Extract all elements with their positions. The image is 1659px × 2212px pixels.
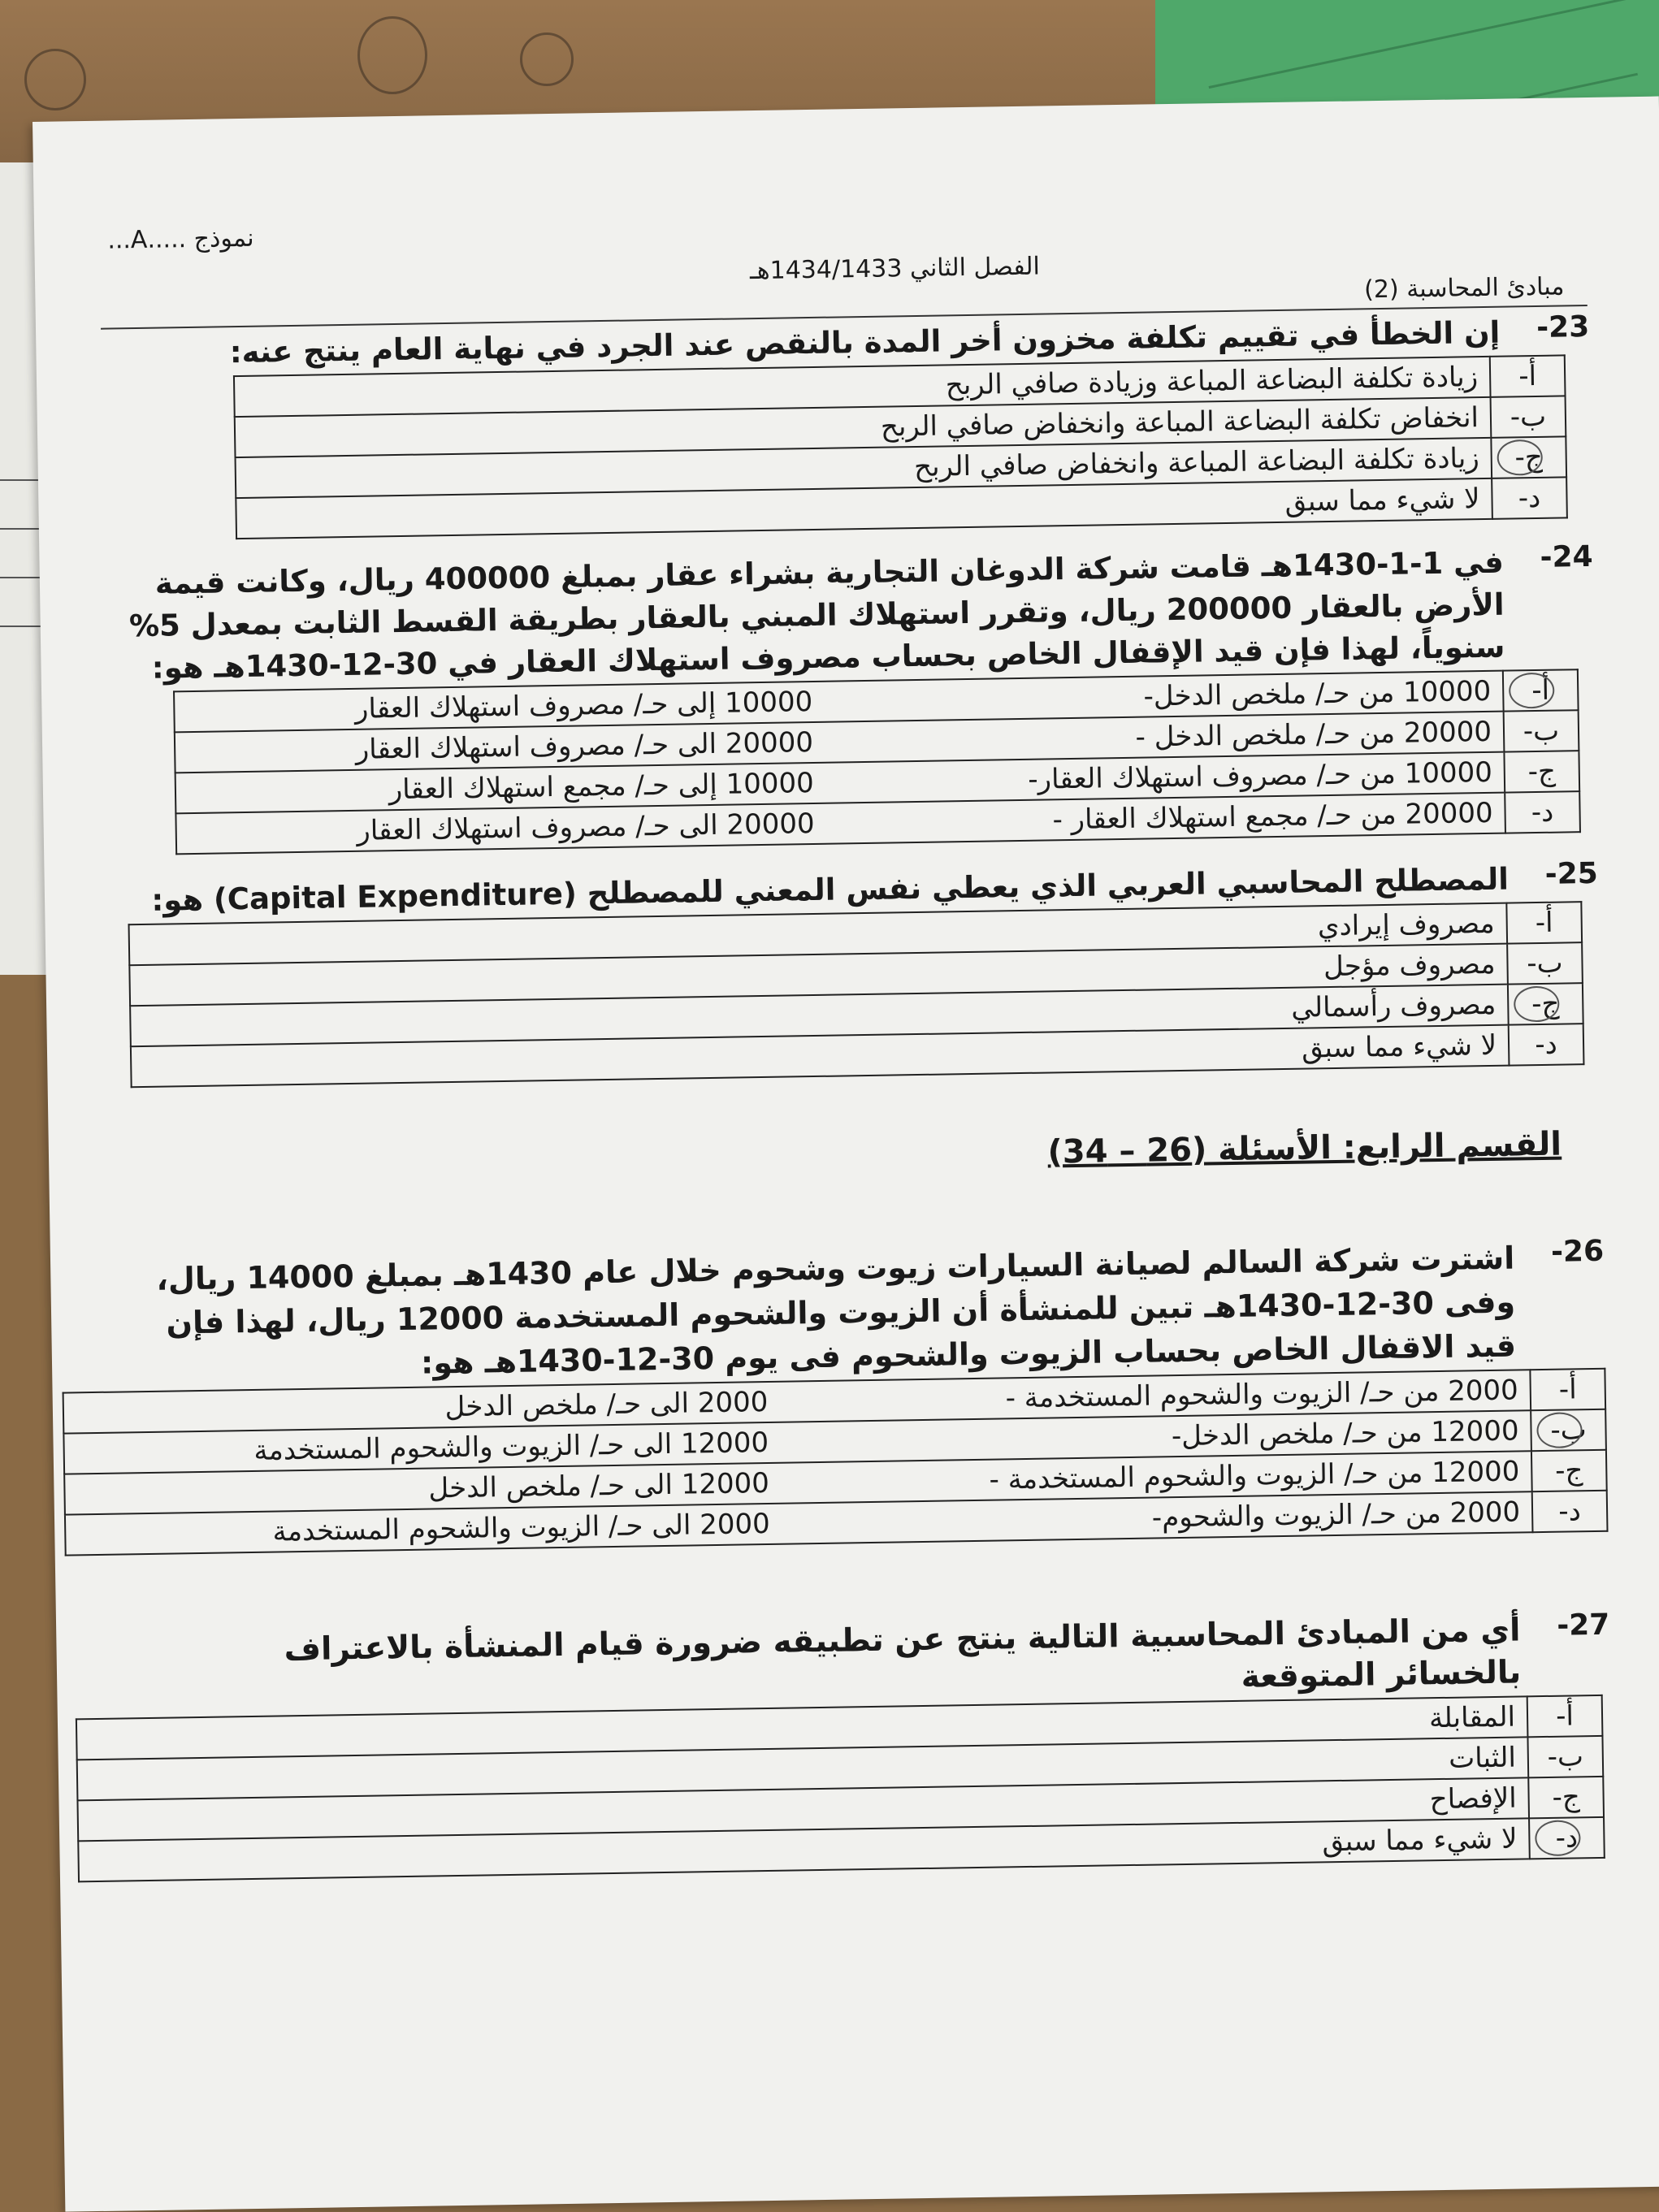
question-number: -27 (1556, 1608, 1610, 1643)
option-text: انخفاض تكلفة البضاعة المباعة وانخفاض صافي الربح (235, 397, 1492, 457)
option-letter: ج- (1508, 983, 1583, 1024)
option-letter: ب- (1504, 710, 1579, 751)
question-26 (133, 1234, 1605, 1555)
option-text: لا شيء مما سبق (78, 1818, 1530, 1881)
debit-entry: 12000 من حـ/ ملخص الدخل- (1171, 1414, 1519, 1453)
option-letter: د- (1532, 1491, 1608, 1532)
subject-label: مبادئ المحاسبة (2) (1363, 272, 1565, 305)
option-letter: أ- (1530, 1369, 1605, 1410)
desk-doodle (357, 16, 427, 94)
credit-entry: 10000 إلى حـ/ مجمع استهلاك العقار (388, 766, 815, 807)
option-text: المقابلة (76, 1696, 1528, 1760)
debit-entry: 10000 من حـ/ مصروف استهلاك العقار- (1028, 755, 1493, 796)
desk-doodle (24, 49, 86, 110)
credit-entry: 12000 الى حـ/ ملخص الدخل (428, 1466, 770, 1505)
question-text: المصطلح المحاسبي العربي الذي يعطي نفس المعني للمصطلح (Capital Expenditure) هو: (151, 861, 1510, 918)
option-letter: أ- (1503, 669, 1579, 711)
options-table (63, 1368, 1609, 1556)
option-letter: ج- (1528, 1777, 1604, 1818)
debit-entry: 12000 من حـ/ الزيوت والشحوم المستخدمة - (989, 1455, 1520, 1496)
options-table (233, 354, 1568, 539)
options-table (173, 669, 1581, 855)
option-letter: أ- (1490, 355, 1566, 396)
debit-entry: 2000 من حـ/ الزيوت والشحوم- (1151, 1496, 1521, 1535)
option-letter: ج- (1531, 1450, 1607, 1491)
option-letter: أ- (1527, 1695, 1603, 1737)
question-27 (139, 1608, 1610, 1881)
option-text: مصروف إيرادي (129, 903, 1508, 966)
question-number: -26 (1550, 1234, 1605, 1269)
option-letter: د- (1492, 477, 1567, 518)
option-text: زيادة تكلفة البضاعة المباعة وانخفاض صافي الربح (236, 438, 1492, 498)
question-text: في 1-1-1430هـ قامت شركة الدوغان التجارية بشراء عقار بمبلغ 400000 ريال، وكانت قيمة الأرض بالعقار 200000 ريال، وتقرر استهلاك المبني بالعقار بطريقة القسط الثابت بمعدل 5% سنوياً، لهذا فإن قيد الإقفال الخاص بحساب مصروف استهلاك العقار في 30-12-1430هـ هو: (128, 544, 1505, 686)
credit-entry: 2000 الى حـ/ الزيوت والشحوم المستخدمة (272, 1507, 771, 1548)
option-text: لا شيء مما سبق (131, 1025, 1510, 1088)
option-letter: ب- (1507, 942, 1583, 984)
term-label: الفصل الثاني 1434/1433هـ (749, 252, 1041, 286)
option-letter: د- (1529, 1817, 1605, 1859)
question-25 (128, 856, 1599, 1088)
debit-entry: 20000 من حـ/ ملخص الدخل - (1135, 715, 1492, 754)
question-text: اشترت شركة السالم لصيانة السيارات زيوت وشحوم خلال عام 1430هـ بمبلغ 14000 ريال، وفى 30-12-1430هـ تبين للمنشأة أن الزيوت والشحوم المستخدمة 12000 ريال، لهذا فإن قيد الاقفال الخاص بحساب الزيوت والشحوم فى يوم 30-12-1430هـ هو: (156, 1240, 1517, 1381)
option-letter: ب- (1491, 396, 1566, 437)
credit-entry: 2000 الى حـ/ ملخص الدخل (444, 1385, 769, 1424)
question-text: أي من المبادئ المحاسبية التالية ينتج عن تطبيقه ضرورة قيام المنشأة بالاعتراف بالخسائر المتوقعة (284, 1612, 1522, 1695)
credit-entry: 10000 إلى حـ/ مصروف استهلاك العقار (354, 686, 813, 725)
option-letter: ج- (1504, 751, 1579, 792)
credit-entry: 20000 الى حـ/ مصروف استهلاك العقار (355, 726, 814, 766)
option-text: مصروف رأسمالي (130, 985, 1509, 1047)
credit-entry: 12000 الى حـ/ الزيوت والشحوم المستخدمة (253, 1426, 769, 1467)
option-text: الإفصاح (77, 1777, 1529, 1841)
option-text: لا شيء مما سبق (236, 478, 1492, 539)
options-table (128, 901, 1585, 1088)
option-text: زيادة تكلفة البضاعة المباعة وزيادة صافي الربح (234, 357, 1491, 417)
exam-page (32, 97, 1659, 2212)
option-letter: ب- (1527, 1736, 1603, 1777)
option-letter: ب- (1531, 1409, 1606, 1451)
question-24 (123, 539, 1593, 855)
option-text: مصروف مؤجل (129, 944, 1508, 1006)
section-title: القسم الرابع: الأسئلة (26 – 34) (1047, 1125, 1562, 1171)
desk-doodle (520, 32, 574, 86)
options-table (76, 1695, 1605, 1883)
question-number: -24 (1540, 539, 1593, 574)
model-label: نموذج .....A... (107, 223, 254, 255)
question-number: -23 (1536, 310, 1590, 344)
mat-grid-line (1209, 0, 1639, 89)
option-letter: د- (1505, 791, 1580, 833)
option-letter: ج- (1491, 436, 1566, 478)
option-letter: د- (1509, 1024, 1584, 1065)
option-letter: أ- (1506, 902, 1582, 943)
option-text: الثبات (77, 1737, 1529, 1800)
question-number: -25 (1544, 856, 1599, 891)
question-23 (119, 310, 1590, 541)
question-text: إن الخطأ في تقييم تكلفة مخزون أخر المدة بالنقص عند الجرد في نهاية العام ينتج عنه: (229, 314, 1501, 370)
debit-entry: 10000 من حـ/ ملخص الدخل- (1143, 674, 1492, 713)
debit-entry: 2000 من حـ/ الزيوت والشحوم المستخدمة - (1005, 1374, 1519, 1415)
credit-entry: 20000 الى حـ/ مصروف استهلاك العقار (357, 807, 815, 847)
debit-entry: 20000 من حـ/ مجمع استهلاك العقار - (1052, 796, 1493, 837)
